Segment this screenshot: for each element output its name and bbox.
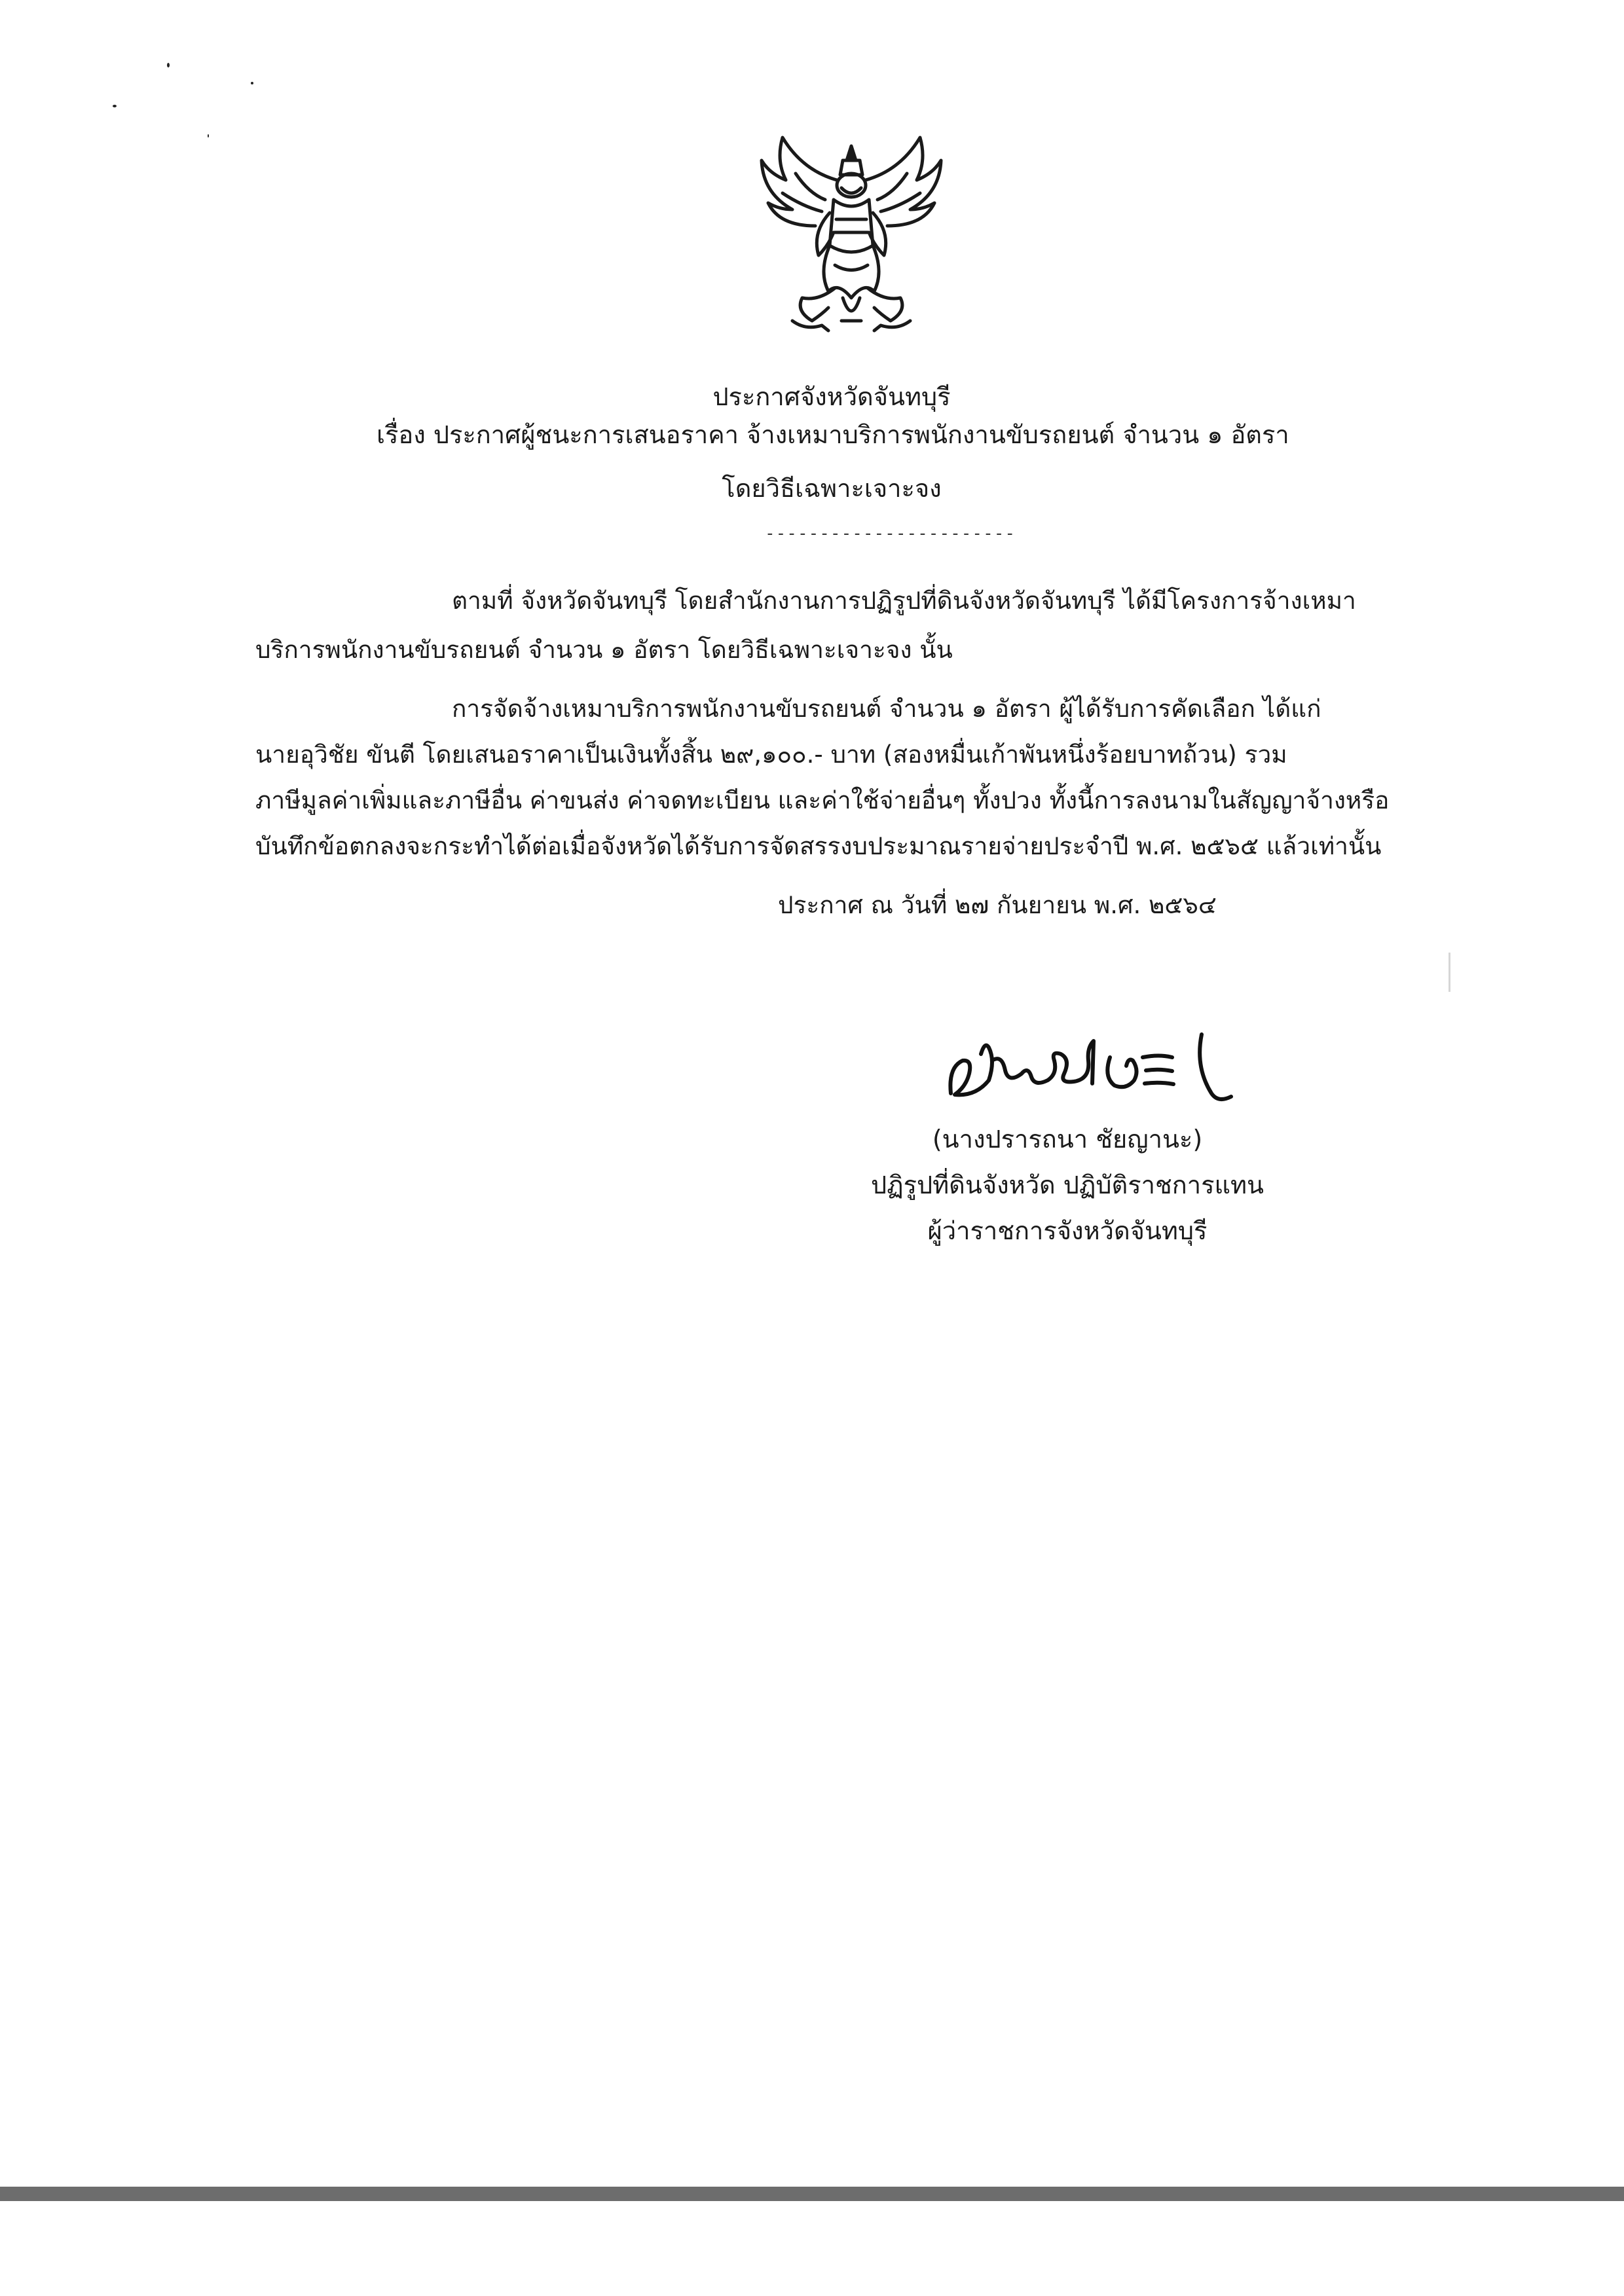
scan-border	[0, 2187, 1624, 2201]
garuda-emblem-icon	[756, 134, 946, 337]
paragraph-1-line-1: ตามที่ จังหวัดจันทบุรี โดยสำนักงานการปฏิรูปที่ดินจังหวัดจันทบุรี ได้มีโครงการจ้างเหมา	[452, 587, 1356, 615]
announcement-subject: เรื่อง ประกาศผู้ชนะการเสนอราคา จ้างเหมาบริการพนักงานขับรถยนต์ จำนวน ๑ อัตรา	[377, 420, 1289, 449]
scan-mark	[1449, 953, 1450, 992]
procurement-method: โดยวิธีเฉพาะเจาะจง	[722, 474, 942, 503]
scan-speck	[167, 63, 170, 67]
signatory-name: (นางปรารถนา ชัยญานะ)	[932, 1125, 1203, 1154]
paragraph-2-line-4: บันทึกข้อตกลงจะกระทำได้ต่อเมื่อจังหวัดได้รับการจัดสรรงบประมาณรายจ่ายประจำปี พ.ศ. ๒๕๖๕ แล้วเท่านั้น	[255, 832, 1382, 860]
scan-margin	[0, 2201, 1624, 2296]
handwritten-signature	[943, 1021, 1270, 1106]
scan-speck	[251, 82, 253, 84]
header-divider: -----------------------	[765, 524, 1016, 543]
scan-speck	[113, 105, 117, 107]
paragraph-2-line-3: ภาษีมูลค่าเพิ่มและภาษีอื่น ค่าขนส่ง ค่าจดทะเบียน และค่าใช้จ่ายอื่นๆ ทั้งปวง ทั้งนี้การลงนามในสัญญาจ้างหรือ	[255, 786, 1390, 814]
paragraph-2-line-2: นายอุวิชัย ขันตี โดยเสนอราคาเป็นเงินทั้งสิ้น ๒๙,๑๐๐.- บาท (สองหมื่นเก้าพันหนึ่งร้อยบาทถ้วน) รวม	[255, 740, 1287, 769]
signatory-position: ปฏิรูปที่ดินจังหวัด ปฏิบัติราชการแทน	[870, 1171, 1264, 1199]
scan-speck	[208, 134, 209, 137]
paragraph-1-line-2: บริการพนักงานขับรถยนต์ จำนวน ๑ อัตรา โดยวิธีเฉพาะเจาะจง นั้น	[255, 636, 953, 664]
paragraph-2-line-1: การจัดจ้างเหมาบริการพนักงานขับรถยนต์ จำนวน ๑ อัตรา ผู้ได้รับการคัดเลือก ได้แก่	[452, 695, 1321, 723]
announcement-date: ประกาศ ณ วันที่ ๒๗ กันยายน พ.ศ. ๒๕๖๔	[778, 891, 1217, 919]
announcement-agency: ประกาศจังหวัดจันทบุรี	[712, 382, 951, 411]
signatory-title: ผู้ว่าราชการจังหวัดจันทบุรี	[927, 1216, 1208, 1245]
